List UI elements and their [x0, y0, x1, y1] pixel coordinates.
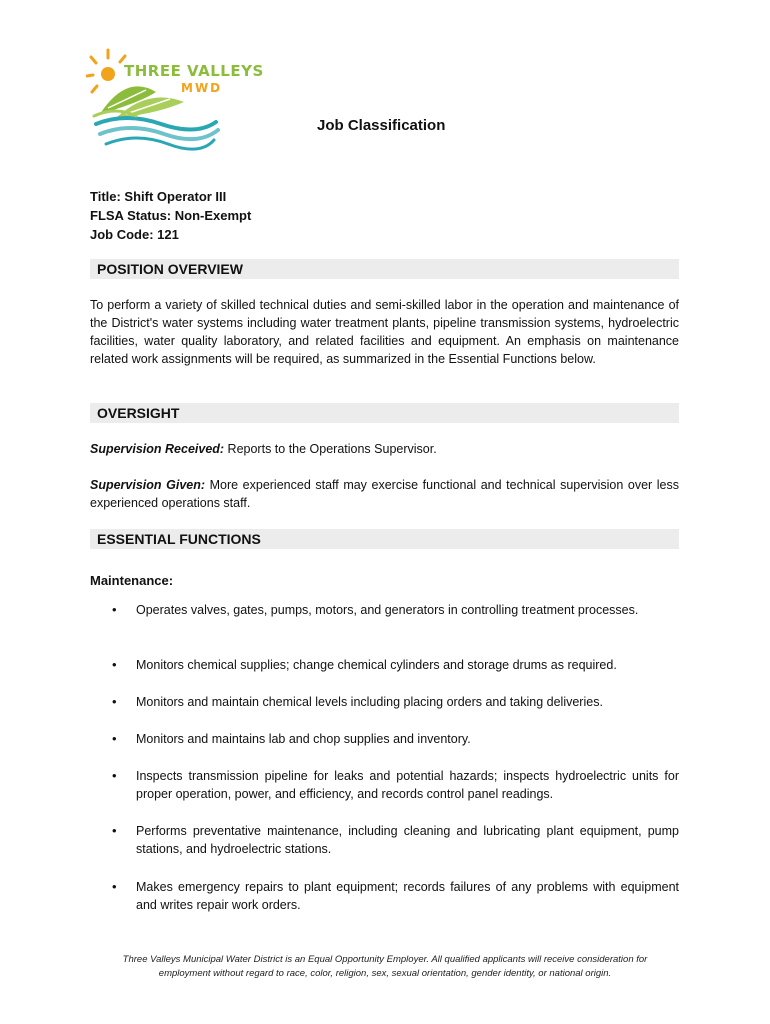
eeo-footer [60, 953, 710, 981]
bullet-icon: • [112, 768, 117, 783]
sun-icon [87, 50, 125, 92]
list-item [112, 878, 679, 914]
list-item-text: Makes emergency repairs to plant equipment; records failures of any problems with equipment and writes repair work orders. [136, 880, 679, 912]
list-item-text: Monitors and maintains lab and chop supplies and inventory. [136, 732, 471, 746]
list-item [112, 601, 679, 619]
hills-icon [100, 86, 184, 118]
supervision-received-text: Reports to the Operations Supervisor. [224, 442, 437, 456]
section-heading-position-overview: POSITION OVERVIEW [90, 259, 679, 279]
bullet-icon: • [112, 694, 117, 709]
flsa-status: FLSA Status: Non-Exempt [90, 208, 252, 223]
list-item [112, 822, 679, 858]
list-item [112, 730, 679, 748]
list-item-text: Operates valves, gates, pumps, motors, and generators in controlling treatment processes. [136, 603, 639, 617]
position-overview-text: To perform a variety of skilled technical duties and semi-skilled labor in the operation and maintenance of the District's water systems including water treatment plants, pipeline transmission systems, hydroelectric facilities, water quality laboratory, and related facilities and equipment. An emphasis on maintenance related work assignments will be required, as summarized in the Essential Functions below. [90, 298, 679, 366]
bullet-icon: • [112, 731, 117, 746]
job-code: Job Code: 121 [90, 227, 179, 242]
list-item [112, 767, 679, 803]
supervision-received-label: Supervision Received: [90, 442, 225, 456]
supervision-received [90, 440, 679, 458]
supervision-given-label: Supervision Given: [90, 478, 206, 492]
list-item-text: Performs preventative maintenance, including cleaning and lubricating plant equipment, pump stations, and hydroelectric stations. [136, 824, 679, 856]
page-title: Job Classification [317, 117, 446, 134]
job-title: Title: Shift Operator III [90, 189, 227, 204]
water-waves-icon [94, 111, 218, 149]
section-heading-oversight: OVERSIGHT [90, 403, 679, 423]
list-item [112, 693, 679, 711]
list-item [112, 656, 679, 674]
supervision-given-text: More experienced staff may exercise functional and technical supervision over less experienced operations staff. [90, 478, 680, 510]
logo-abbrev: MWD [181, 81, 223, 95]
bullet-icon: • [112, 657, 117, 672]
job-meta [90, 187, 251, 244]
bullet-icon: • [112, 602, 117, 617]
maintenance-subheading: Maintenance: [90, 573, 174, 588]
footer-line-2: employment without regard to race, color, religion, sex, sexual orientation, gender identity, or national origin. [158, 968, 612, 979]
list-item-text: Inspects transmission pipeline for leaks and potential hazards; inspects hydroelectric units for proper operation, power, and efficiency, and records control panel readings. [136, 769, 679, 801]
three-valleys-logo [86, 44, 236, 154]
footer-line-1: Three Valleys Municipal Water District is an Equal Opportunity Employer. All qualified applicants will receive consideration for [122, 954, 648, 965]
list-item-text: Monitors and maintain chemical levels including placing orders and taking deliveries. [136, 695, 603, 709]
bullet-icon: • [112, 823, 117, 838]
bullet-icon: • [112, 879, 117, 894]
section-heading-essential-functions: ESSENTIAL FUNCTIONS [90, 529, 679, 549]
list-item-text: Monitors chemical supplies; change chemical cylinders and storage drums as required. [136, 658, 617, 672]
supervision-given [90, 476, 679, 512]
logo-name: THREE VALLEYS [124, 62, 264, 80]
